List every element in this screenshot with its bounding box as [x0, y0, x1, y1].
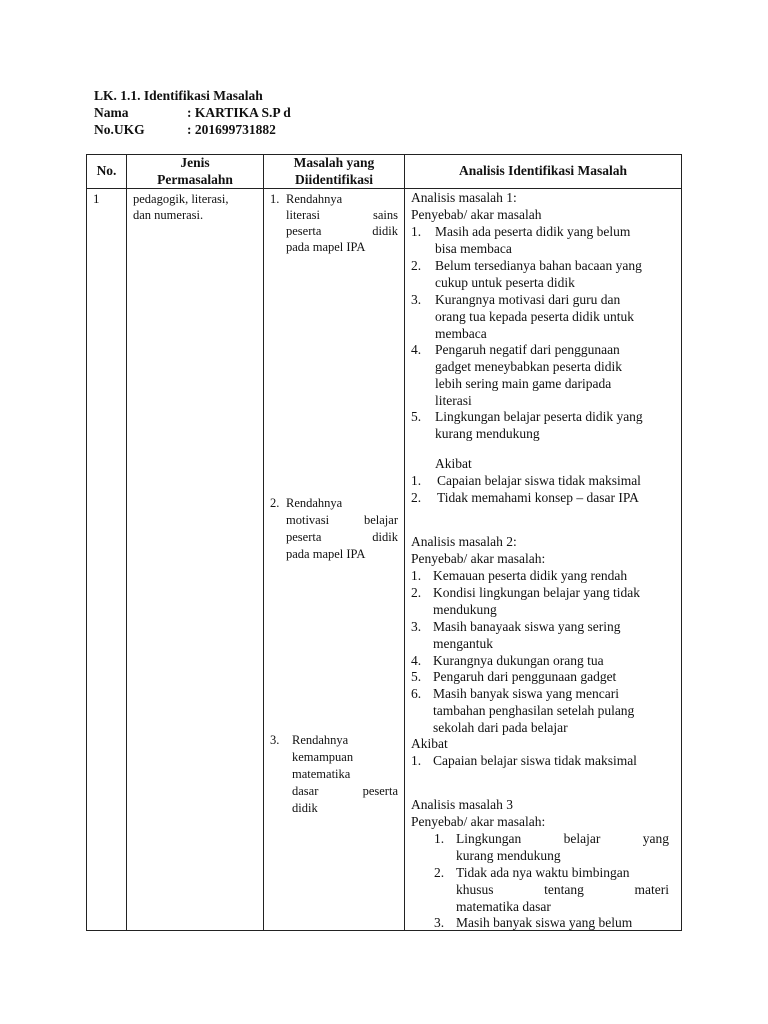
analisis-2-item-3-marker: 3.	[411, 619, 422, 634]
analisis-2-item-1-marker: 1.	[411, 568, 422, 583]
analisis-3-item-1-line-2: kurang mendukung	[456, 848, 561, 863]
analisis-2-item-6-line-2: tambahan penghasilan setelah pulang	[433, 703, 635, 718]
analisis-1-item-3-line-3: membaca	[435, 326, 487, 341]
col-header-analisis: Analisis Identifikasi Masalah	[458, 163, 628, 178]
ukg-row	[94, 121, 276, 138]
analisis-2-akibat-1-text: Capaian belajar siswa tidak maksimal	[433, 753, 637, 768]
analisis-2-item-5-marker: 5.	[411, 669, 422, 684]
ukg-value: : 201699731882	[187, 122, 276, 137]
table-border-left	[86, 154, 87, 931]
analisis-3-title: Analisis masalah 3	[411, 797, 513, 812]
nama-row	[94, 104, 291, 121]
masalah-3-marker: 3.	[270, 733, 280, 747]
analisis-1-akibat-2-text: Tidak memahami konsep – dasar IPA	[437, 490, 639, 505]
column-divider-2	[263, 154, 264, 931]
jenis-line-2: dan numerasi.	[133, 208, 204, 222]
analisis-1-item-5-marker: 5.	[411, 409, 422, 424]
analisis-1-item-2-marker: 2.	[411, 258, 422, 273]
masalah-3-line-1: Rendahnya	[292, 733, 349, 747]
analisis-3-item-1-marker: 1.	[434, 831, 445, 846]
masalah-3-line-5: didik	[292, 801, 318, 815]
analisis-3-item-2-line-1: Tidak ada nya waktu bimbingan	[456, 865, 630, 880]
analisis-3-item-2-line-3: matematika dasar	[456, 899, 551, 914]
column-divider-1	[126, 154, 127, 931]
analisis-3-item-3-line-1: Masih banyak siswa yang belum	[456, 915, 633, 930]
analisis-2-item-2-line-1: Kondisi lingkungan belajar yang tidak	[433, 585, 640, 600]
table-border-right	[681, 154, 682, 931]
masalah-1-line-4: pada mapel IPA	[286, 240, 366, 254]
analisis-1-item-4-line-1: Pengaruh negatif dari penggunaan	[435, 342, 620, 357]
masalah-2-line-4: pada mapel IPA	[286, 547, 366, 561]
analisis-1-item-2-line-2: cukup untuk peserta didik	[435, 275, 575, 290]
analisis-3-item-3-marker: 3.	[434, 915, 445, 930]
col-header-jenis-line1: Jenis	[180, 155, 210, 170]
document-title: LK. 1.1. Identifikasi Masalah	[94, 88, 263, 103]
masalah-2-line-1: Rendahnya	[286, 496, 343, 510]
analisis-1-item-5-line-2: kurang mendukung	[435, 426, 540, 441]
analisis-1-akibat-1-text: Capaian belajar siswa tidak maksimal	[437, 473, 641, 488]
masalah-2-line-2: motivasi belajar	[286, 513, 398, 527]
analisis-1-item-4-marker: 4.	[411, 342, 422, 357]
masalah-3-line-3: matematika	[292, 767, 351, 781]
analisis-2-item-6-line-1: Masih banyak siswa yang mencari	[433, 686, 619, 701]
analisis-2-item-6-marker: 6.	[411, 686, 422, 701]
analisis-1-item-4-line-3: lebih sering main game daripada	[435, 376, 612, 391]
nama-value: : KARTIKA S.P d	[187, 105, 291, 120]
analisis-1-item-2-line-1: Belum tersedianya bahan bacaan yang	[435, 258, 642, 273]
masalah-1-line-2: literasi sains	[286, 208, 398, 222]
analisis-1-penyebab: Penyebab/ akar masalah	[411, 207, 542, 222]
masalah-2-line-3: peserta didik	[286, 530, 398, 544]
analisis-1-item-1-line-1: Masih ada peserta didik yang belum	[435, 224, 631, 239]
masalah-3-line-4: dasar peserta	[292, 784, 398, 798]
analisis-3-item-2-marker: 2.	[434, 865, 445, 880]
analisis-2-penyebab: Penyebab/ akar masalah:	[411, 551, 546, 566]
analisis-3-item-1-line-1: Lingkungan belajar yang	[456, 831, 669, 846]
analisis-1-akibat-2-marker: 2.	[411, 490, 422, 505]
analisis-2-item-6-line-3: sekolah dari pada belajar	[433, 720, 568, 735]
ukg-label: No.UKG	[94, 122, 145, 137]
analisis-2-item-2-marker: 2.	[411, 585, 422, 600]
analisis-1-item-4-line-2: gadget meneybabkan peserta didik	[435, 359, 623, 374]
analisis-2-item-2-line-2: mendukung	[433, 602, 497, 617]
analisis-1-item-5-line-1: Lingkungan belajar peserta didik yang	[435, 409, 643, 424]
analisis-2-item-3-line-2: mengantuk	[433, 636, 493, 651]
masalah-1-marker: 1.	[270, 192, 280, 206]
nama-label: Nama	[94, 105, 129, 120]
analisis-2-item-3-line-1: Masih banayaak siswa yang sering	[433, 619, 621, 634]
masalah-2-marker: 2.	[270, 496, 280, 510]
jenis-line-1: pedagogik, literasi,	[133, 192, 229, 206]
analisis-1-akibat: Akibat	[435, 456, 472, 471]
col-header-masalah-line2: Diidentifikasi	[294, 171, 373, 187]
masalah-1-line-1: Rendahnya	[286, 192, 343, 206]
masalah-1-line-3: peserta didik	[286, 224, 398, 238]
col-header-jenis	[127, 155, 263, 188]
analisis-3-penyebab: Penyebab/ akar masalah:	[411, 814, 546, 829]
col-header-jenis-line2: Permasalahn	[157, 171, 233, 187]
col-header-masalah-line1: Masalah yang	[293, 155, 375, 170]
analisis-1-item-1-line-2: bisa membaca	[435, 241, 512, 256]
col-header-masalah	[264, 155, 404, 188]
masalah-3-line-2: kemampuan	[292, 750, 354, 764]
analisis-1-item-1-marker: 1.	[411, 224, 422, 239]
analisis-1-akibat-1-marker: 1.	[411, 473, 422, 488]
analisis-1-title: Analisis masalah 1:	[411, 190, 517, 205]
analisis-3-item-2-line-2: khusus tentang materi	[456, 882, 669, 897]
row-number: 1	[93, 191, 100, 206]
table-header-divider	[86, 188, 682, 189]
analisis-1-item-4-line-4: literasi	[435, 393, 472, 408]
analisis-1-item-3-line-2: orang tua kepada peserta didik untuk	[435, 309, 635, 324]
analisis-1-item-3-line-1: Kurangnya motivasi dari guru dan	[435, 292, 621, 307]
analisis-2-item-5-line-1: Pengaruh dari penggunaan gadget	[433, 669, 617, 684]
analisis-2-akibat-1-marker: 1.	[411, 753, 422, 768]
analisis-2-item-4-marker: 4.	[411, 653, 422, 668]
col-header-no: No.	[96, 163, 117, 178]
analisis-2-title: Analisis masalah 2:	[411, 534, 517, 549]
analisis-2-akibat: Akibat	[411, 736, 448, 751]
analisis-1-item-3-marker: 3.	[411, 292, 422, 307]
analisis-2-item-1-line-1: Kemauan peserta didik yang rendah	[433, 568, 628, 583]
column-divider-3	[404, 154, 405, 931]
analisis-2-item-4-line-1: Kurangnya dukungan orang tua	[433, 653, 604, 668]
